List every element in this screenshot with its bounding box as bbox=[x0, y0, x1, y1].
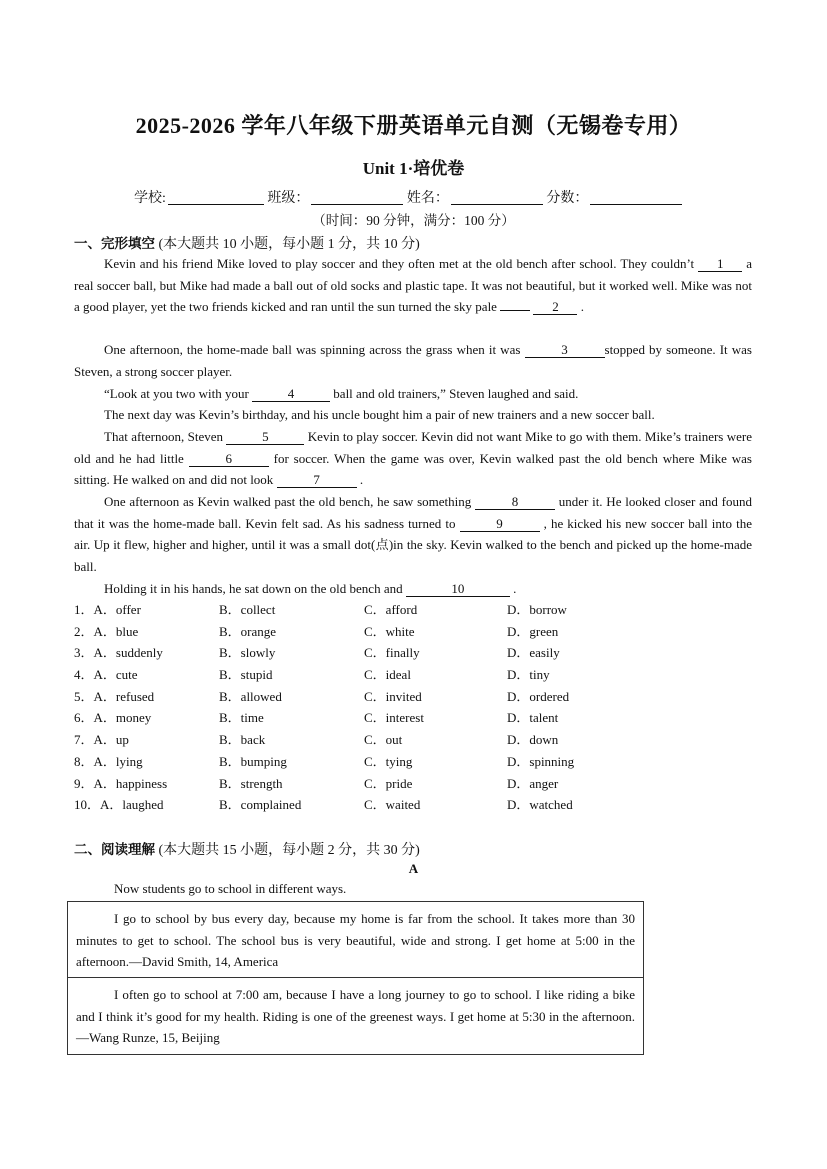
blank-7[interactable]: 7 bbox=[277, 472, 357, 488]
option-7-c[interactable]: C．out bbox=[364, 732, 403, 748]
text: stopped by someone. It was Steven, a strong soccer player. bbox=[74, 342, 752, 379]
blank-1[interactable]: 1 bbox=[698, 256, 742, 272]
cloze-paragraph-6 bbox=[74, 491, 752, 578]
option-3-c[interactable]: C．finally bbox=[364, 645, 420, 661]
text: ball and old trainers,” Steven laughed and said. bbox=[330, 386, 579, 401]
option-2-c[interactable]: C．white bbox=[364, 623, 415, 639]
blank-9[interactable]: 9 bbox=[460, 516, 540, 532]
option-3-d[interactable]: D．easily bbox=[507, 645, 560, 661]
section1-title: 一、完形填空 bbox=[74, 236, 155, 252]
option-5-d[interactable]: D．ordered bbox=[507, 688, 570, 704]
page-subtitle: Unit 1·培优卷 bbox=[362, 159, 465, 178]
school-label: 学校: bbox=[134, 191, 166, 206]
option-row bbox=[74, 751, 754, 773]
option-row bbox=[74, 686, 754, 708]
option-7-a[interactable]: 7．A．up bbox=[74, 732, 129, 748]
cloze-paragraph-5 bbox=[74, 426, 752, 491]
option-row bbox=[74, 729, 754, 751]
blank-4[interactable]: 4 bbox=[252, 386, 330, 402]
blank-2-lead bbox=[500, 310, 530, 311]
text: One afternoon, the home-made ball was spinning across the grass when it was bbox=[104, 342, 525, 357]
option-4-b[interactable]: B．stupid bbox=[219, 667, 273, 683]
option-7-d[interactable]: D．down bbox=[507, 732, 559, 748]
option-8-d[interactable]: D．spinning bbox=[507, 753, 575, 769]
section1-heading bbox=[74, 232, 420, 253]
text: Holding it in his hands, he sat down on the old bench and bbox=[104, 581, 406, 596]
text: under it. He looked closer and found that it was the home-made ball. Kevin felt sad. As his sadness turned to bbox=[74, 494, 752, 531]
blank-2[interactable]: 2 bbox=[533, 299, 577, 315]
option-row bbox=[74, 707, 754, 729]
text: a real soccer ball, but Mike had made a ball out of old socks and plastic tape. It was not beautiful, but it worked well. Mike was not a good player, yet the two friends kicked and ran until the sun turned the sky pale bbox=[74, 256, 753, 315]
option-10-d[interactable]: D．watched bbox=[507, 797, 573, 813]
score-field[interactable] bbox=[590, 190, 682, 205]
option-8-a[interactable]: 8．A．lying bbox=[74, 753, 143, 769]
blank-10[interactable]: 10 bbox=[406, 581, 510, 597]
option-row bbox=[74, 664, 754, 686]
reading-box-1 bbox=[67, 901, 644, 978]
answer-options bbox=[74, 599, 754, 816]
section2-note: (本大题共 15 小题，每小题 2 分，共 30 分) bbox=[155, 843, 420, 858]
option-5-b[interactable]: B．allowed bbox=[219, 688, 282, 704]
text: The next day was Kevin’s birthday, and his uncle bought him a pair of new trainers and a new soccer ball. bbox=[104, 407, 655, 422]
passage-label: A bbox=[408, 861, 419, 876]
option-6-c[interactable]: C．interest bbox=[364, 710, 424, 726]
class-field[interactable] bbox=[311, 190, 403, 205]
text: Kevin to play soccer. Kevin did not want Mike to go with them. Mike’s trainers were old and he had little bbox=[74, 429, 752, 466]
text: . bbox=[356, 472, 364, 488]
option-2-a[interactable]: 2．A．blue bbox=[74, 623, 139, 639]
option-9-a[interactable]: 9．A．happiness bbox=[74, 775, 168, 791]
option-3-b[interactable]: B．slowly bbox=[219, 645, 276, 661]
reading-box-2 bbox=[67, 977, 644, 1055]
text: . bbox=[509, 581, 517, 596]
blank-5[interactable]: 5 bbox=[226, 429, 304, 445]
option-1-b[interactable]: B．collect bbox=[219, 602, 276, 617]
text: One afternoon as Kevin walked past the old bench, he saw something bbox=[104, 494, 475, 509]
text: “Look at you two with your bbox=[104, 386, 253, 401]
score-label: 分数： bbox=[546, 191, 589, 206]
option-5-a[interactable]: 5．A．refused bbox=[74, 688, 155, 704]
page-title: 2025-2026 学年八年级下册英语单元自测（无锡卷专用） bbox=[135, 113, 692, 138]
section2-heading bbox=[74, 838, 420, 859]
text: That afternoon, Steven bbox=[104, 429, 227, 444]
option-4-c[interactable]: C．ideal bbox=[364, 667, 411, 683]
cloze-paragraph-2 bbox=[74, 339, 752, 382]
option-6-b[interactable]: B．time bbox=[219, 710, 264, 726]
text: . bbox=[577, 299, 584, 315]
option-10-a[interactable]: 10．A．laughed bbox=[74, 797, 164, 813]
cloze-paragraph-1 bbox=[74, 253, 752, 318]
reading-box-2-text: I often go to school at 7:00 am, because I have a long journey to go to school. I like riding a bike and I think it’s good for my health. Riding is one of the greenest ways. I get home at 5:30 in the afternoon.—Wang Runze, 15, Beijing bbox=[76, 987, 635, 1046]
option-7-b[interactable]: B．back bbox=[219, 732, 266, 748]
blank-8[interactable]: 8 bbox=[475, 494, 555, 510]
reading-box-1-text: I go to school by bus every day, because my home is far from the school. It takes more than 30 minutes to get to school. The school bus is very beautiful, wide and strong. I get home at 5:00 in the afternoon.—David Smith, 14, America bbox=[76, 911, 635, 970]
section2-title: 二、阅读理解 bbox=[74, 842, 155, 858]
text: for soccer. When the game was over, Kevin walked past the old bench where Mike was sitting. He walked on and did not look bbox=[74, 450, 752, 488]
option-row bbox=[74, 794, 754, 816]
option-2-b[interactable]: B．orange bbox=[219, 623, 277, 639]
option-8-b[interactable]: B．bumping bbox=[219, 753, 287, 769]
option-10-b[interactable]: B．complained bbox=[219, 797, 302, 813]
cloze-paragraph-3 bbox=[74, 383, 752, 405]
option-9-d[interactable]: D．anger bbox=[507, 775, 559, 791]
passage-intro: Now students go to school in different ways. bbox=[114, 881, 347, 896]
option-4-d[interactable]: D．tiny bbox=[507, 667, 550, 683]
option-1-c[interactable]: C．afford bbox=[364, 602, 418, 617]
name-label: 姓名： bbox=[406, 191, 449, 206]
class-label: 班级： bbox=[267, 191, 310, 206]
option-row bbox=[74, 773, 754, 795]
option-2-d[interactable]: D．green bbox=[507, 623, 559, 639]
student-info-row bbox=[134, 187, 734, 207]
blank-3[interactable]: 3 bbox=[525, 342, 605, 358]
school-field[interactable] bbox=[168, 190, 264, 205]
option-row bbox=[74, 599, 754, 621]
option-6-a[interactable]: 6．A．money bbox=[74, 710, 152, 726]
option-10-c[interactable]: C．waited bbox=[364, 797, 421, 813]
option-4-a[interactable]: 4．A．cute bbox=[74, 667, 138, 683]
text: , he kicked his new soccer ball into the air. Up it flew, higher and higher, until it was a small dot(点)in the sky. Kevin walked to the bench and picked up the home-made ball. bbox=[74, 515, 752, 575]
section1-note: (本大题共 10 小题，每小题 1 分，共 10 分) bbox=[155, 237, 420, 252]
name-field[interactable] bbox=[451, 190, 543, 205]
cloze-paragraph-7 bbox=[74, 578, 752, 600]
option-9-c[interactable]: C．pride bbox=[364, 775, 413, 791]
option-3-a[interactable]: 3．A．suddenly bbox=[74, 645, 163, 661]
option-1-d[interactable]: D．borrow bbox=[507, 602, 567, 617]
option-row bbox=[74, 642, 754, 664]
option-row bbox=[74, 621, 754, 643]
option-5-c[interactable]: C．invited bbox=[364, 688, 422, 704]
option-1-a[interactable]: 1．A．offer bbox=[74, 602, 141, 617]
cloze-paragraph-4 bbox=[74, 404, 752, 426]
option-8-c[interactable]: C．tying bbox=[364, 753, 413, 769]
option-6-d[interactable]: D．talent bbox=[507, 710, 559, 726]
time-note: （时间：90 分钟，满分：100 分） bbox=[312, 213, 515, 228]
blank-6[interactable]: 6 bbox=[189, 451, 269, 467]
text: Kevin and his friend Mike loved to play soccer and they often met at the old bench after school. They couldn’t bbox=[104, 256, 695, 271]
option-9-b[interactable]: B．strength bbox=[219, 775, 283, 791]
